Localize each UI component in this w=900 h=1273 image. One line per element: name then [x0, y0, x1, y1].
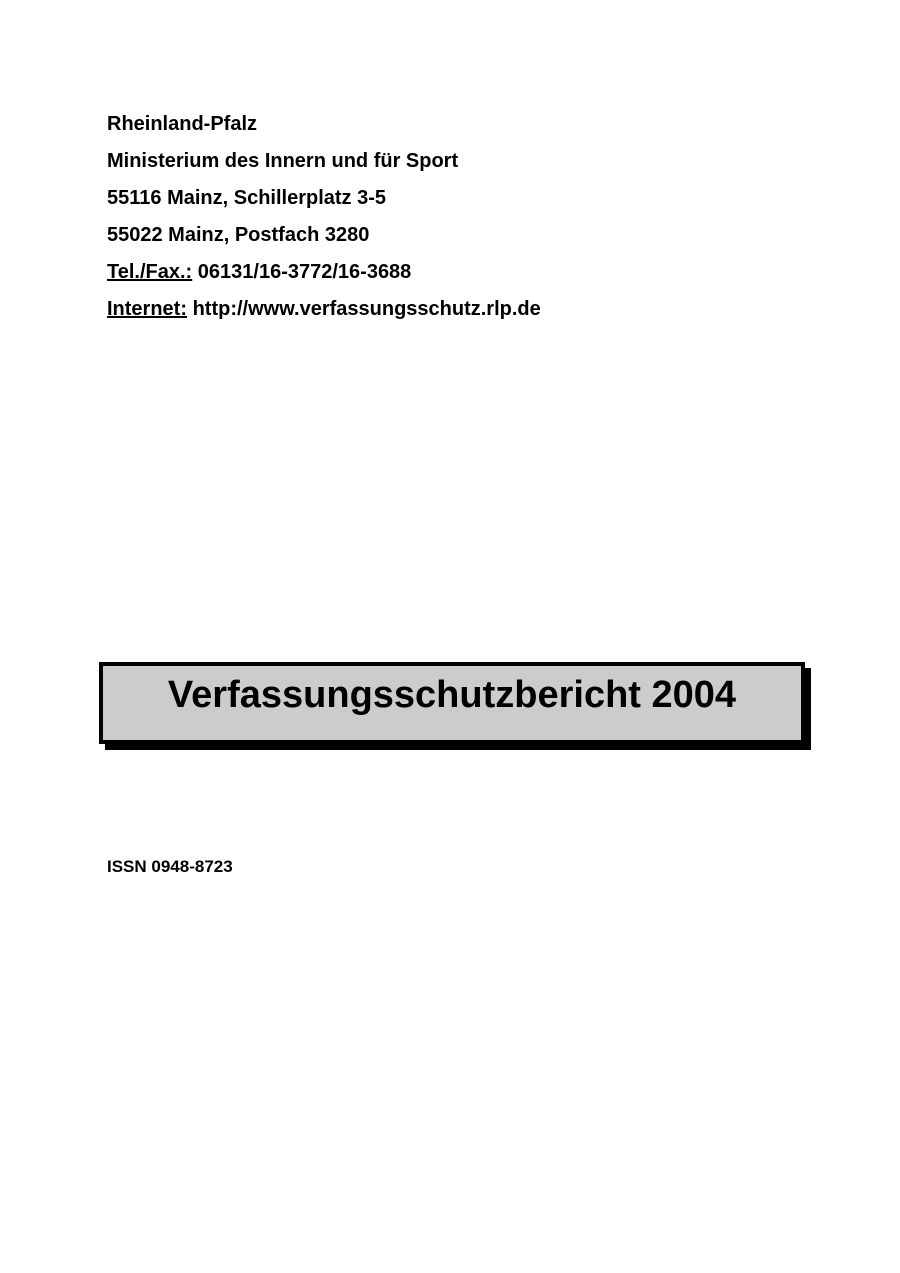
ministry-name: Ministerium des Innern und für Sport	[107, 150, 459, 172]
phone-fax-label: Tel./Fax.:	[107, 261, 193, 283]
internet-label: Internet:	[107, 298, 187, 320]
issn-number: ISSN 0948-8723	[107, 857, 233, 876]
internet-line	[107, 291, 807, 328]
internet-url: http://www.verfassungsschutz.rlp.de	[192, 298, 541, 320]
phone-fax-value: 06131/16-3772/16-3688	[197, 261, 412, 283]
phone-fax-line	[107, 254, 807, 291]
postal-address: 55022 Mainz, Postfach 3280	[107, 224, 370, 246]
state-name: Rheinland-Pfalz	[107, 113, 258, 135]
document-title: Verfassungsschutzbericht 2004	[167, 674, 737, 716]
address-block	[107, 106, 807, 328]
title-box	[99, 662, 805, 744]
street-address: 55116 Mainz, Schillerplatz 3-5	[107, 187, 387, 209]
